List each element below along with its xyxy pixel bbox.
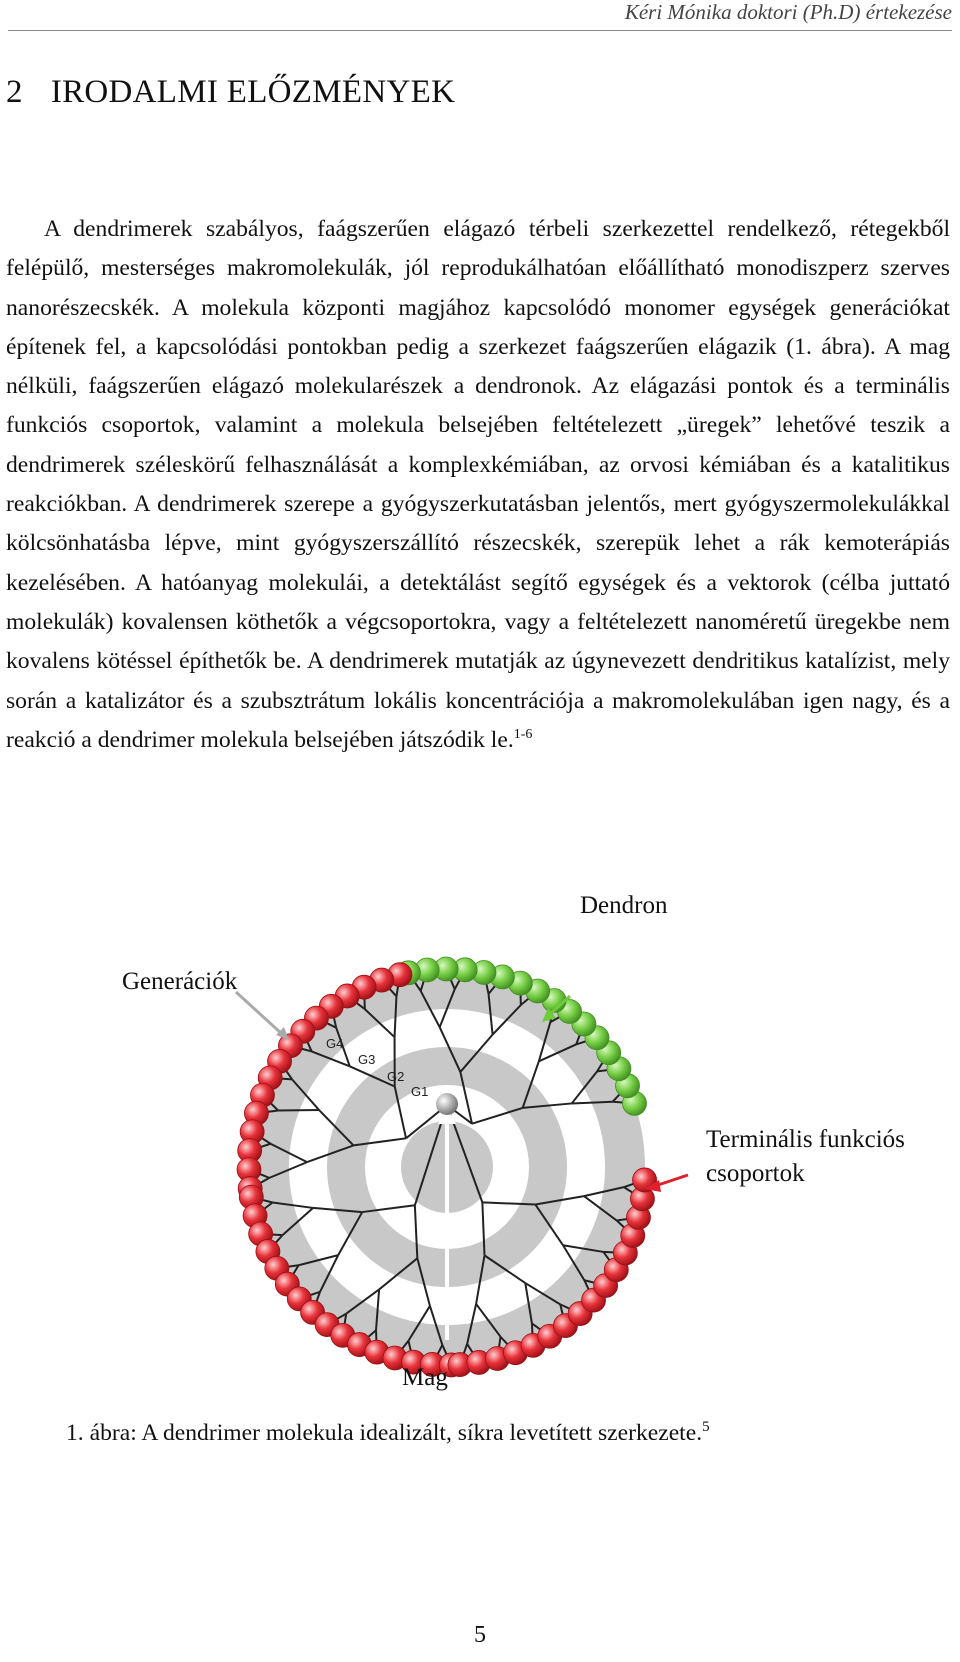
- page-number: 5: [474, 1622, 486, 1648]
- caption-citation: 5: [702, 1419, 710, 1436]
- label-g3: G3: [358, 1052, 376, 1067]
- section-heading: [6, 74, 455, 111]
- section-number: 2: [6, 74, 23, 110]
- paragraph-text: A dendrimerek szabályos, faágszerűen elágazó térbeli szerkezettel rendelkező, rétegekből felépülő, mesterséges makromolekulák, jól reprodukálhatóan előállítható monodiszperz szerves nanorészecskék. A molekula központi magjához kapcsolódó monomer egységek generációkat építenek fel, a kapcsolódási pontokban pedig a szerkezet faágszerűen elágazik (1. ábra). A mag nélküli, faágszerűen elágazó molekularészek a dendronok. Az elágazási pontok és a terminális funkciós csoportok, valamint a molekula belsejében feltételezett „üregek” lehetővé teszik a dendrimerek széleskörű felhasználását a komplexkémiában, az orvosi kémiában és a katalitikus reakciókban. A dendrimerek szerepe a gyógyszerkutatásban jelentős, mert gyógyszermolekulákkal kölcsönhatásba lépve, mint gyógyszerszállító részecskék, szerepük lehet a rák kemoterápiás kezelésében. A hatóanyag molekulái, a detektálást segítő egységek és a vektorok (célba juttató molekulák) kovalensen köthetők a végcsoportokra, vagy a feltételezett nanoméretű üregekbe nem kovalens kötéssel építhetők be. A dendrimerek mutatják az úgynevezett dendritikus katalízist, mely során a katalizátor és a szubsztrátum lokális koncentrációja a makromolekulában igen nagy, és a reakció a dendrimer molekula belsejében játszódik le.: [6, 216, 950, 753]
- generations-arrow-shaft: [236, 992, 282, 1034]
- label-generations: Generációk: [122, 968, 238, 995]
- section-title: IRODALMI ELŐZMÉNYEK: [50, 74, 456, 110]
- dendrimer-diagram: [0, 930, 960, 1410]
- dendrimer-figure: [0, 892, 960, 1410]
- label-core: Mag: [402, 1364, 448, 1391]
- terminal-arrow-shaft: [655, 1175, 688, 1186]
- figure-caption: [66, 1420, 710, 1447]
- header-rule: [8, 30, 952, 31]
- label-terminal-line2: csoportok: [706, 1160, 805, 1187]
- label-g4: G4: [326, 1036, 344, 1051]
- label-dendron: Dendron: [580, 892, 668, 919]
- caption-text: 1. ábra: A dendrimer molekula idealizált, síkra levetített szerkezete.: [66, 1420, 703, 1446]
- core-ball: [436, 1093, 458, 1115]
- body-paragraph: [6, 210, 950, 760]
- paragraph-citation: 1-6: [513, 727, 533, 742]
- label-g1: G1: [411, 1084, 429, 1099]
- running-header: Kéri Mónika doktori (Ph.D) értekezése: [624, 0, 952, 24]
- label-terminal-line1: Terminális funkciós: [706, 1126, 905, 1153]
- label-g2: G2: [387, 1069, 405, 1084]
